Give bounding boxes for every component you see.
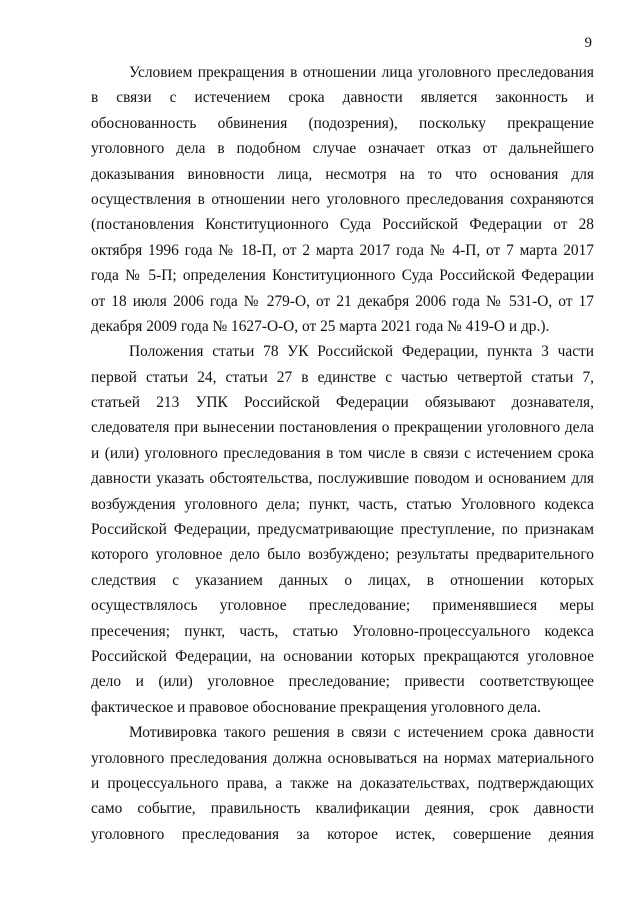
text-line: фактическое и правовое обоснование прекращения уголовного дела. <box>91 698 541 716</box>
text-line: октября 1996 года № 18-П, от 2 марта 2017 года № 4-П, от 7 марта 2017 <box>91 241 594 259</box>
text-line: декабря 2009 года № 1627-О-О, от 25 марта 2021 года № 419-О и др.). <box>91 317 550 335</box>
text-line: уголовного дела в подобном случае означает отказ от дальнейшего <box>91 140 594 158</box>
paragraph <box>91 60 594 339</box>
paragraph <box>91 720 594 847</box>
text-line: (постановления Конституционного Суда Российской Федерации от 28 <box>91 216 594 234</box>
text-line: Положения статьи 78 УК Российской Федерации, пункта 3 части <box>129 343 594 361</box>
text-line: года № 5-П; определения Конституционного Суда Российской Федерации <box>91 267 594 285</box>
text-line: возбуждения уголовного дела; пункт, часть, статью Уголовного кодекса <box>91 495 594 513</box>
text-line: Российской Федерации, предусматривающие преступление, по признакам <box>91 521 594 539</box>
text-line: осуществления в отношении него уголовного преследования сохраняются <box>91 190 594 208</box>
text-line: Мотивировка такого решения в связи с истечением срока давности <box>129 724 594 742</box>
text-line: и процессуального права, а также на доказательствах, подтверждающих <box>91 774 594 792</box>
text-line: уголовного преследования должна основываться на нормах материального <box>91 749 594 767</box>
text-line: и (или) уголовного преследования в том числе в связи с истечением срока <box>91 444 594 462</box>
text-line: Условием прекращения в отношении лица уголовного преследования <box>129 64 594 81</box>
text-line: следователя при вынесении постановления о прекращении уголовного дела <box>91 419 594 437</box>
document-body <box>91 60 594 847</box>
text-line: пресечения; пункт, часть, статью Уголовно-процессуального кодекса <box>91 622 594 640</box>
text-line: в связи с истечением срока давности является законность и <box>91 89 594 107</box>
text-line: дело и (или) уголовное преследование; привести соответствующее <box>91 673 594 691</box>
text-line: статьей 213 УПК Российской Федерации обязывают дознавателя, <box>91 394 594 412</box>
text-line: осуществлялось уголовное преследование; применявшиеся меры <box>91 597 594 615</box>
text-line: следствия с указанием данных о лицах, в отношении которых <box>91 571 594 589</box>
text-line: обоснованность обвинения (подозрения), поскольку прекращение <box>91 114 594 132</box>
text-line: само событие, правильность квалификации деяния, срок давности <box>91 800 594 818</box>
text-line: которого уголовное дело было возбуждено; результаты предварительного <box>91 546 594 564</box>
text-line: давности указать обстоятельства, послужившие поводом и основанием для <box>91 470 594 488</box>
text-line: от 18 июля 2006 года № 279-О, от 21 декабря 2006 года № 531-О, от 17 <box>91 292 594 310</box>
paragraph <box>91 339 594 720</box>
text-line: первой статьи 24, статьи 27 в единстве с частью четвертой статьи 7, <box>91 368 594 386</box>
text-line: уголовного преследования за которое истек, совершение деяния <box>91 825 594 843</box>
text-line: доказывания виновности лица, несмотря на то что основания для <box>91 165 594 183</box>
page-number: 9 <box>584 35 592 51</box>
text-line: Российской Федерации, на основании которых прекращаются уголовное <box>91 647 594 665</box>
